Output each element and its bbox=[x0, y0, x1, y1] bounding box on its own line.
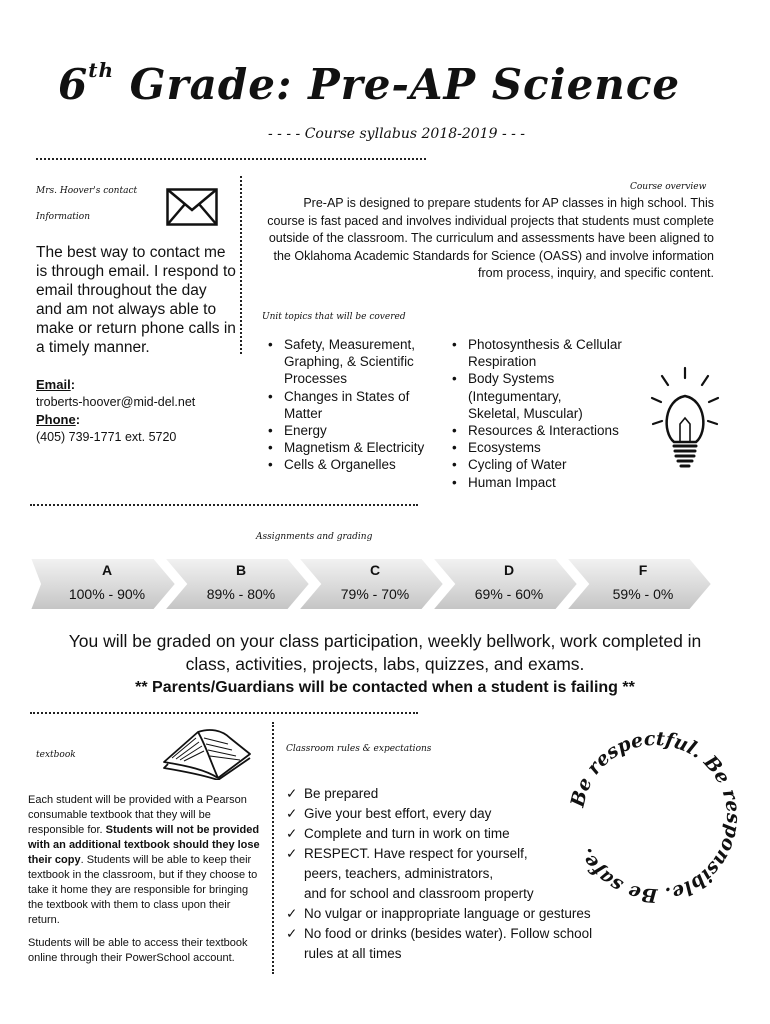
grade-letter: C bbox=[369, 562, 381, 578]
divider-middle bbox=[30, 504, 418, 506]
grade-range: 69% - 60% bbox=[474, 586, 544, 602]
topic-item: • Body Systems bbox=[448, 370, 648, 387]
topic-item: • Energy bbox=[264, 422, 454, 439]
email-address[interactable]: troberts-hoover@mid-del.net bbox=[36, 395, 196, 409]
topic-item: Processes bbox=[284, 371, 348, 387]
grading-statement-block bbox=[60, 630, 710, 699]
rules-heading: Classroom rules & expectations bbox=[286, 744, 432, 754]
grade-letter: A bbox=[101, 562, 113, 578]
rule-item: ✓ RESPECT. Have respect for yourself, bbox=[284, 844, 644, 864]
overview-body: Pre-AP is designed to prepare students for AP classes in high school. This course is fast paced and involves individual projects that students must complete outside of the classroom. The curriculum and assessments have been aligned to the Oklahoma Academic Standards for Science (OASS) and involve information from process, inquiry, and specific content. bbox=[267, 196, 714, 280]
topic-item: Skeletal, Muscular) bbox=[468, 405, 583, 421]
divider-bottom bbox=[30, 712, 418, 714]
topic-item: • Human Impact bbox=[448, 474, 648, 491]
page-title bbox=[58, 60, 680, 109]
phone-number: (405) 739-1771 ext. 5720 bbox=[36, 430, 177, 444]
topic-item: • Resources & Interactions bbox=[448, 422, 648, 439]
grade-letter: D bbox=[503, 562, 515, 578]
phone-label: Phone bbox=[36, 412, 76, 427]
topic-item: Respiration bbox=[468, 354, 537, 370]
grading-statement: You will be graded on your class participation, weekly bellwork, work completed in class, activities, projects, labs, quizzes, and exams. bbox=[68, 631, 702, 674]
topic-item: • Ecosystems bbox=[448, 439, 648, 456]
grade-range: 100% - 90% bbox=[68, 586, 146, 602]
topic-item: Graphing, & Scientific bbox=[284, 354, 414, 370]
topic-item: (Integumentary, bbox=[468, 388, 562, 404]
contact-heading bbox=[36, 184, 137, 224]
topic-item: • Safety, Measurement, bbox=[264, 336, 454, 353]
rule-item: ✓ Be prepared bbox=[284, 784, 644, 804]
vertical-divider-bottom bbox=[272, 722, 274, 974]
lightbulb-icon bbox=[650, 366, 720, 476]
grading-heading: Assignments and grading bbox=[256, 532, 373, 542]
topic-item: • Cells & Organelles bbox=[264, 456, 454, 473]
topic-item: • Photosynthesis & Cellular bbox=[448, 336, 648, 353]
topic-item: • Changes in States of bbox=[264, 388, 454, 405]
topic-item: Matter bbox=[284, 405, 323, 421]
textbook-body bbox=[28, 793, 260, 966]
svg-text:Be respectful. Be responsible. bbox=[566, 728, 744, 907]
rule-item-continued: and for school and classroom property bbox=[304, 886, 534, 901]
contact-heading-line2: Information bbox=[36, 212, 91, 222]
textbook-heading: textbook bbox=[36, 750, 76, 760]
page-subtitle: - - - - Course syllabus 2018-2019 - - - bbox=[268, 126, 526, 142]
grade-range: 59% - 0% bbox=[612, 586, 674, 602]
title-superscript: th bbox=[88, 58, 115, 82]
topic-item: • Magnetism & Electricity bbox=[264, 439, 454, 456]
textbook-paragraph-2: Students will be able to access their textbook online through their PowerSchool account. bbox=[28, 937, 248, 964]
respect-circle-text: Be respectful. Be responsible. Be safe. bbox=[566, 727, 745, 907]
failing-warning: ** Parents/Guardians will be contacted when a student is failing ** bbox=[135, 679, 635, 696]
contact-description: The best way to contact me is through email. I respond to email throughout the day and am not always able to make or return phone calls in a timely manner. bbox=[36, 244, 236, 356]
title-text: Grade: Pre-AP Science bbox=[129, 60, 681, 109]
book-icon bbox=[158, 724, 254, 780]
rule-item: ✓ Complete and turn in work on time bbox=[284, 824, 644, 844]
vertical-divider-top bbox=[240, 176, 242, 354]
envelope-icon bbox=[166, 188, 218, 226]
contact-heading-line1: Mrs. Hoover's contact bbox=[36, 186, 138, 196]
topic-item: • Cycling of Water bbox=[448, 456, 648, 473]
grade-letter: F bbox=[638, 562, 648, 578]
overview-heading: Course overview bbox=[630, 182, 707, 192]
rule-item: ✓ No food or drinks (besides water). Follow school bbox=[284, 924, 644, 944]
respect-circle-graphic bbox=[560, 722, 750, 912]
textbook-paragraph-1: Each student will be provided with a Pearson consumable textbook that they will be responsible for. Students will not be provided with an additional textbook should they lose their copy. Students will be able to keep their textbook in the classroom, but if they choose to take it home they are responsible for bringing the textbook with them to class upon their return. bbox=[28, 794, 260, 926]
topics-list-2 bbox=[448, 336, 648, 491]
title-number: 6 bbox=[58, 60, 89, 109]
rule-item: ✓ No vulgar or inappropriate language or gestures bbox=[284, 904, 644, 924]
rule-item-continued: peers, teachers, administrators, bbox=[304, 866, 494, 881]
rule-item: ✓ Give your best effort, every day bbox=[284, 804, 644, 824]
grade-range: 89% - 80% bbox=[206, 586, 276, 602]
topics-heading: Unit topics that will be covered bbox=[262, 312, 406, 322]
grade-scale bbox=[30, 550, 720, 616]
contact-body: The best way to contact me is through email. I respond to email throughout the day and am not always able to make or return phone calls in a timely manner. Email: troberts-hoover@mid-del.net Phone: (405) 739-1771 ext. 5720 bbox=[36, 244, 236, 444]
divider-top bbox=[36, 158, 426, 160]
rule-item-continued: rules at all times bbox=[304, 946, 402, 961]
grade-range: 79% - 70% bbox=[340, 586, 410, 602]
grade-letter: B bbox=[235, 562, 247, 578]
email-label: Email bbox=[36, 377, 71, 392]
topics-list-1 bbox=[264, 336, 454, 474]
